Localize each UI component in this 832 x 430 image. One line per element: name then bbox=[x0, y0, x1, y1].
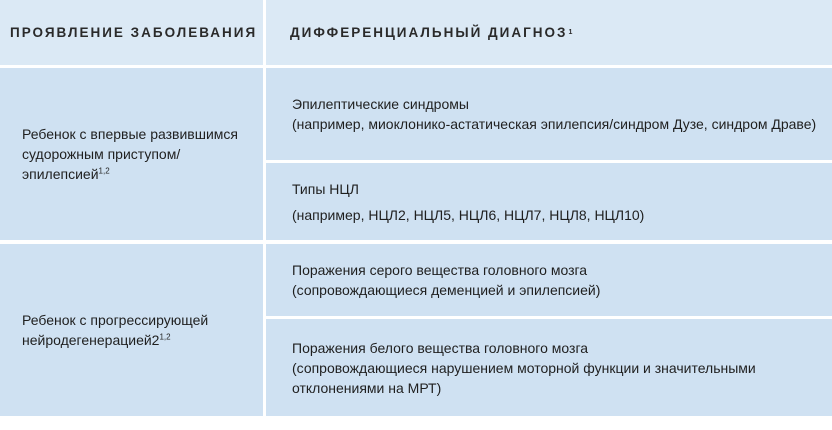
header-manifestation-label: ПРОЯВЛЕНИЕ ЗАБОЛЕВАНИЯ bbox=[10, 25, 258, 40]
group2-row1-line2: (сопровождающиеся деменцией и эпилепсией) bbox=[292, 282, 601, 298]
group1-diagnosis-row-2 bbox=[266, 163, 832, 240]
group1-footnote-ref: 1,2 bbox=[98, 166, 110, 176]
group1-diagnosis-row-1 bbox=[266, 68, 832, 160]
group2-row2-line2: (сопровождающиеся нарушением моторной функции и значительными отклонениями на МРТ) bbox=[292, 359, 756, 396]
group1-manifestation-text bbox=[22, 124, 247, 184]
header-differential-diagnosis-label: ДИФФЕРЕНЦИАЛЬНЫЙ ДИАГНОЗ bbox=[290, 25, 568, 40]
group2-manifestation-text bbox=[22, 310, 247, 350]
group1-row1-line1: Эпилептические синдромы bbox=[292, 96, 469, 112]
group1-row2-line1: Типы НЦЛ bbox=[292, 180, 359, 197]
group2-diagnosis-row-2 bbox=[266, 319, 832, 416]
group1-row1-line2: (например, миоклонико-астатическая эпилепсия/синдром Дузе, синдром Драве) bbox=[292, 116, 817, 132]
group2-row1-line1: Поражения серого вещества головного мозга bbox=[292, 262, 588, 278]
group2-label: Ребенок с прогрессирующей нейродегенерацией2 bbox=[22, 312, 209, 348]
header-differential-diagnosis bbox=[266, 0, 832, 65]
group1-manifestation-cell bbox=[0, 68, 263, 240]
group2-diagnosis-row-1 bbox=[266, 244, 832, 316]
group2-footnote-ref: 1,2 bbox=[159, 332, 171, 342]
group2-manifestation-cell bbox=[0, 244, 263, 416]
header-footnote-ref: 1 bbox=[568, 29, 573, 36]
header-manifestation bbox=[0, 0, 263, 65]
group2-row2-line1: Поражения белого вещества головного мозга bbox=[292, 339, 589, 356]
group1-label: Ребенок с впервые развившимся судорожным приступом/эпилепсией bbox=[22, 126, 238, 182]
group1-row2-line2: (например, НЦЛ2, НЦЛ5, НЦЛ6, НЦЛ7, НЦЛ8, НЦЛ10) bbox=[292, 206, 645, 223]
